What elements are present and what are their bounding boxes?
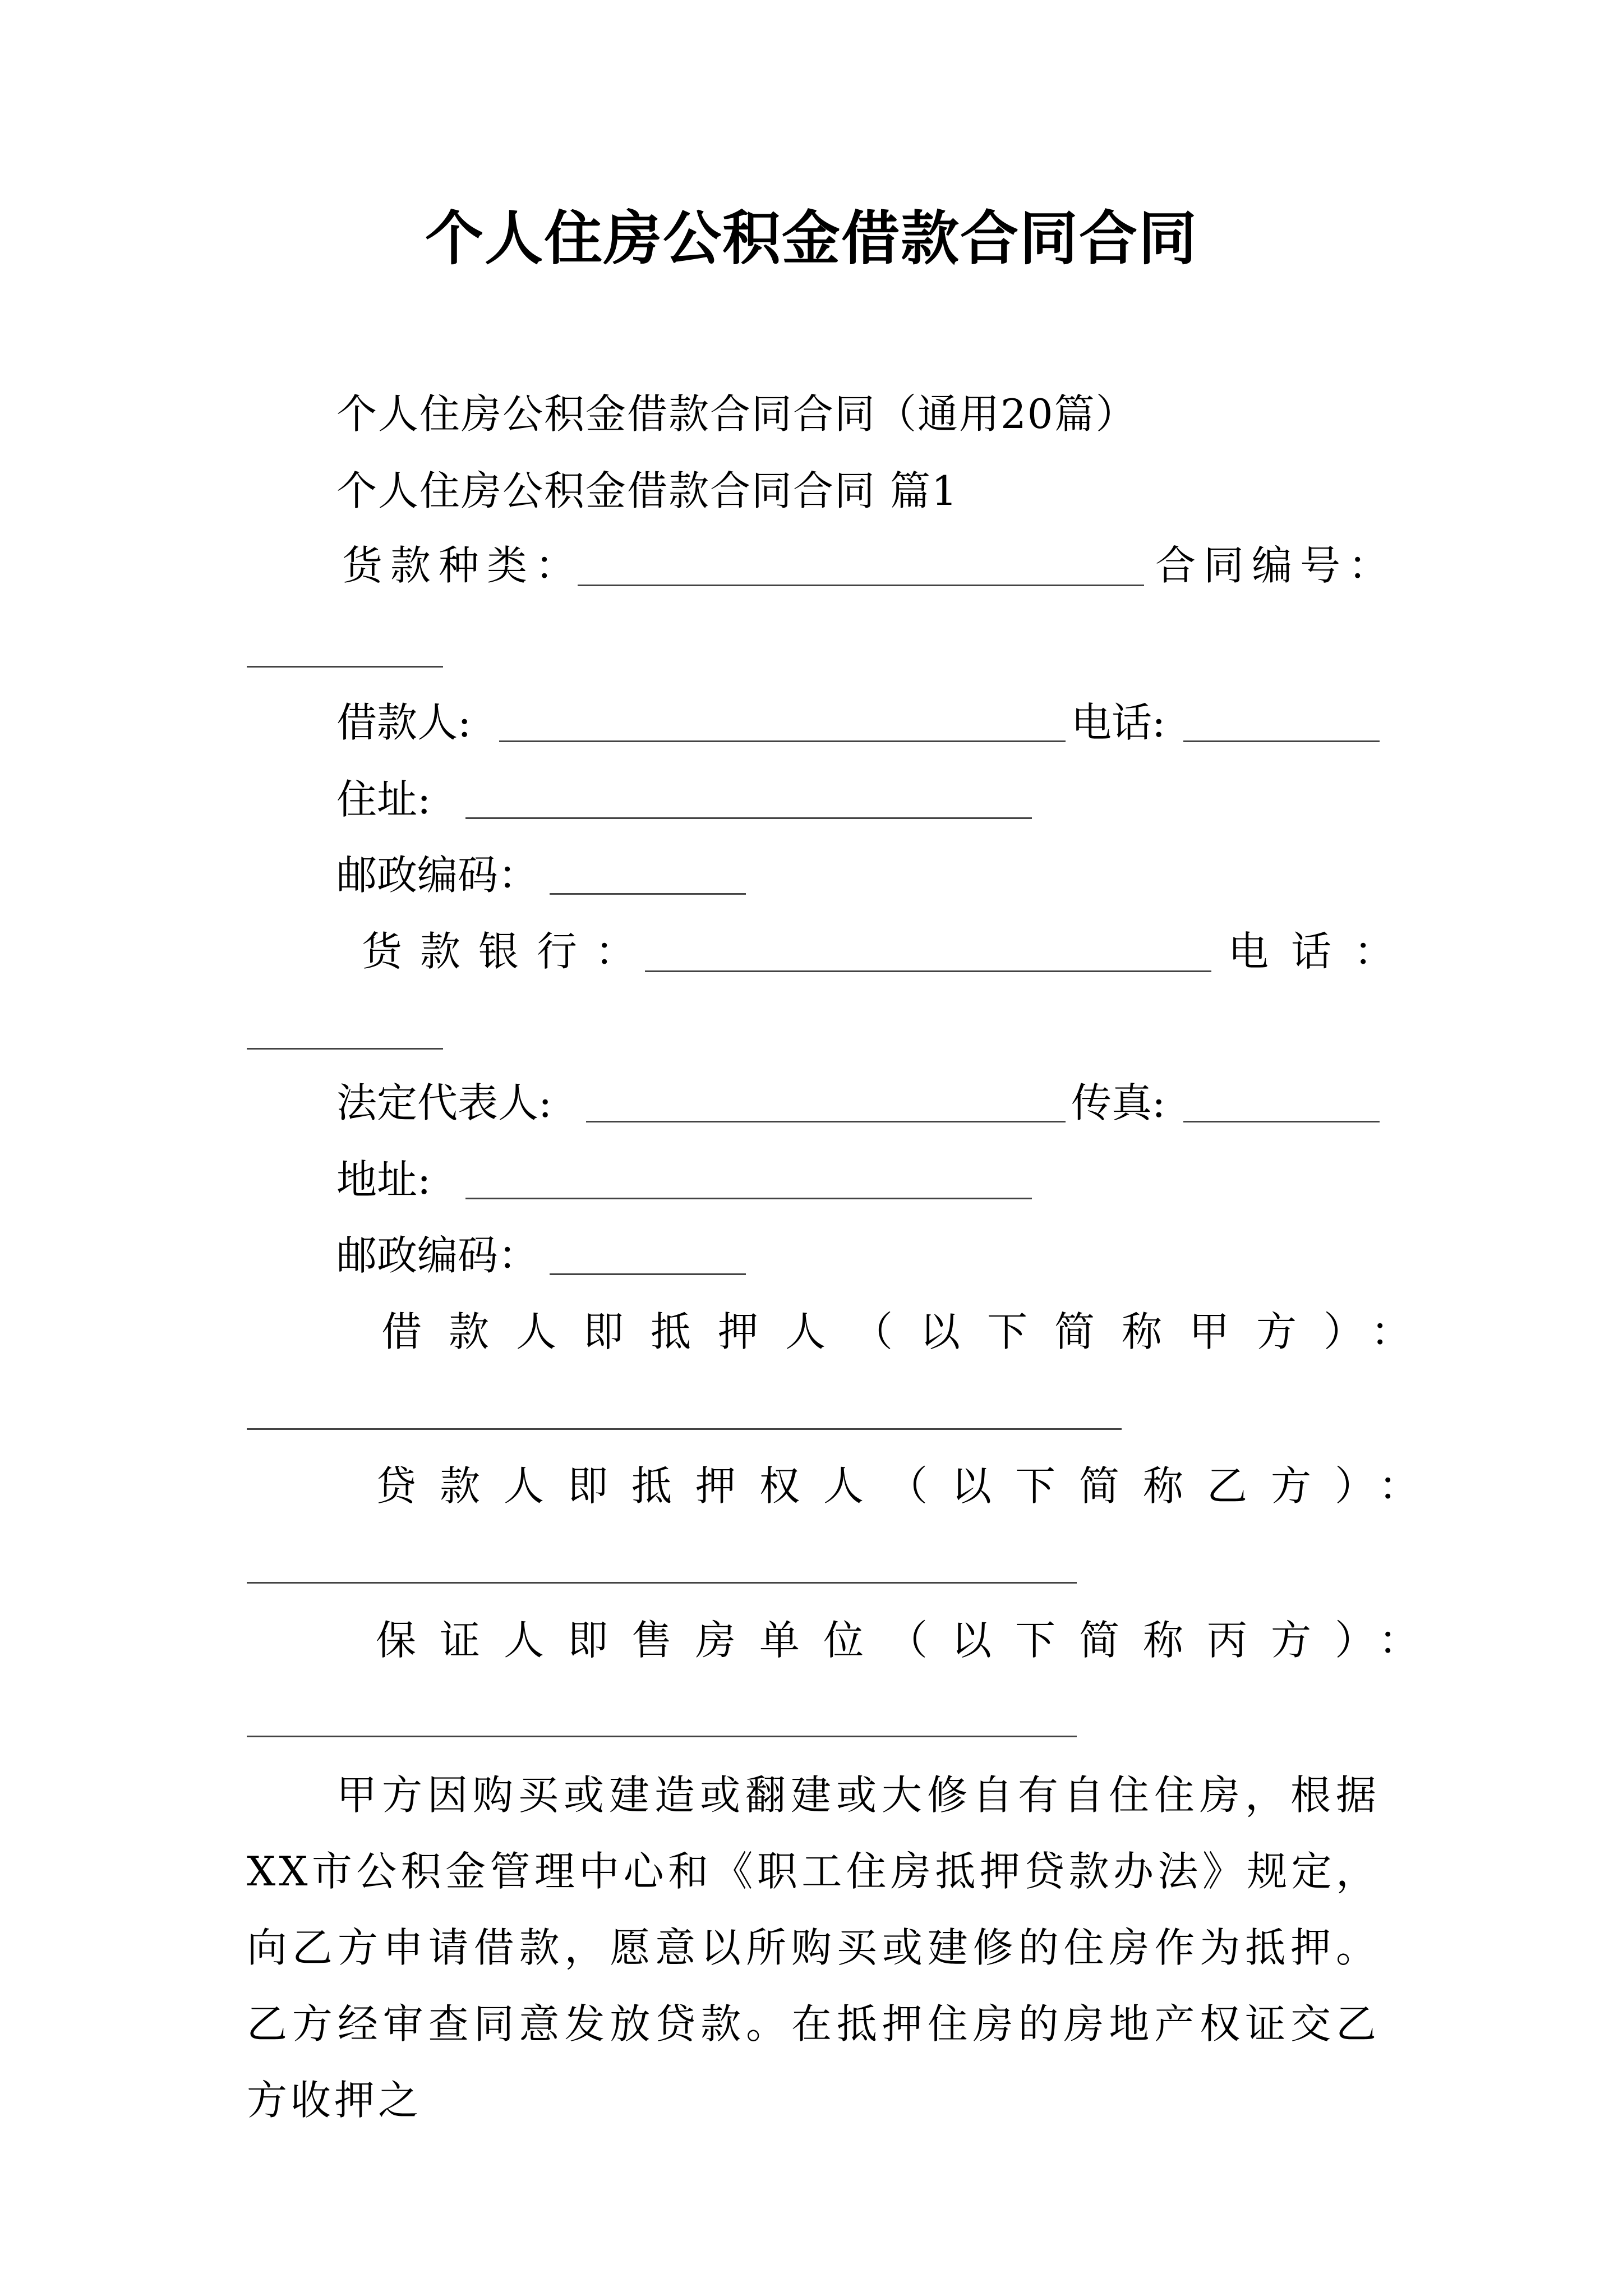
party-b-blank <box>247 1582 1077 1584</box>
lender-postcode-label: 邮政编码： <box>336 1232 539 1279</box>
lender-phone-blank <box>247 1048 443 1050</box>
party-b-label: 贷款人即抵押权人（以下简称乙方）： <box>376 1462 1443 1510</box>
body-paragraph: 甲方因购买或建造或翻建或大修自有自住住房，根据XX市公积金管理中心和《职工住房抵押贷款办法》规定，向乙方申请借款，愿意以所购买或建修的住房作为抵押。乙方经审查同意发放贷款。在抵押住房的房地产权证交乙方收押之 <box>247 1772 1380 2124</box>
borrower-blank <box>499 740 1066 742</box>
document-subtitle: 个人住房公积金借款合同合同（通用20篇） <box>336 390 1137 438</box>
party-a-label: 借款人即抵押人（以下简称甲方）： <box>381 1308 1438 1355</box>
loan-type-blank <box>578 585 1144 586</box>
borrower-postcode-blank <box>550 893 746 895</box>
section-heading: 个人住房公积金借款合同合同 篇1 <box>336 467 958 514</box>
party-a-blank <box>247 1428 1122 1430</box>
lender-address-label: 地址: <box>336 1156 431 1203</box>
lender-postcode-blank <box>550 1273 746 1275</box>
fax-blank <box>1183 1121 1380 1122</box>
borrower-phone-blank <box>1183 740 1380 742</box>
borrower-postcode-label: 邮政编码： <box>336 852 539 899</box>
lender-address-blank <box>465 1198 1032 1199</box>
borrower-address-blank <box>465 817 1032 819</box>
lender-phone-label: 电话： <box>1228 928 1417 975</box>
party-c-label: 保证人即售房单位（以下简称丙方）： <box>376 1617 1443 1664</box>
lender-bank-blank <box>645 970 1211 972</box>
borrower-address-label: 住址: <box>336 776 431 823</box>
borrower-label: 借款人: <box>336 699 472 746</box>
loan-type-label: 货款种类： <box>342 542 584 589</box>
lender-bank-label: 货款银行： <box>362 928 654 975</box>
legal-representative-label: 法定代表人: <box>336 1079 552 1126</box>
legal-representative-blank <box>586 1121 1066 1122</box>
contract-number-blank <box>247 666 443 668</box>
contract-number-label: 合同编号： <box>1155 542 1397 589</box>
fax-label: 传真: <box>1071 1079 1166 1126</box>
party-c-blank <box>247 1736 1077 1737</box>
borrower-phone-label: 电话: <box>1071 699 1166 746</box>
page-title: 个人住房公积金借款合同合同 <box>425 204 1198 273</box>
